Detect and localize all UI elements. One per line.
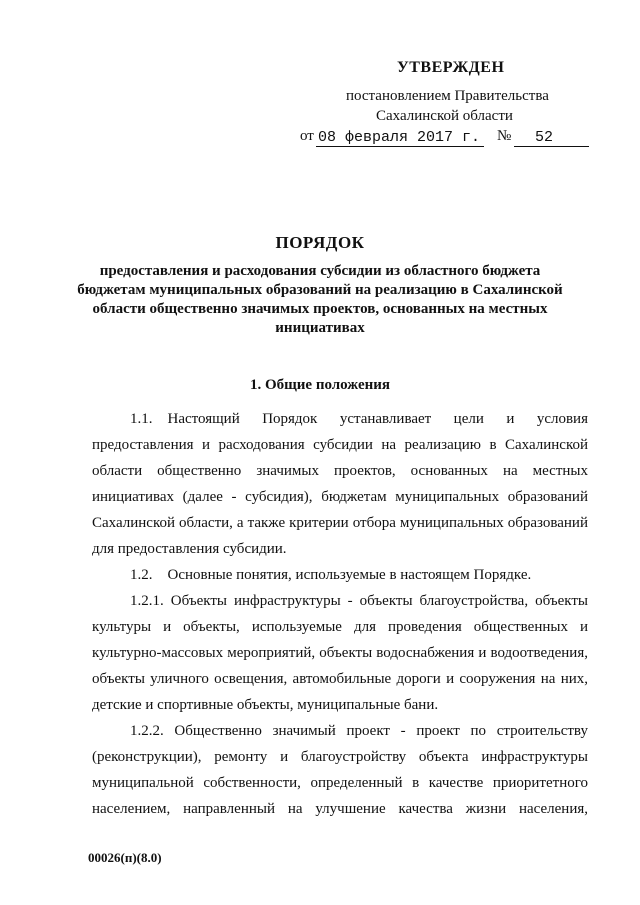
approval-title: УТВЕРЖДЕН [397, 59, 505, 76]
document-title: ПОРЯДОК [275, 233, 365, 252]
document-code: 00026(п)(8.0) [88, 850, 162, 865]
subtitle-line: инициативах [275, 320, 365, 336]
document-subtitle [0, 262, 640, 338]
paragraph-line: 1.1. Настоящий Порядок устанавливает цели и условия [130, 411, 588, 427]
approval-line-1: постановлением Правительства [346, 88, 549, 104]
paragraph-1-2-1 [92, 588, 588, 718]
paragraph-line: детские и спортивные объекты, муниципальные бани. [92, 697, 439, 713]
approval-date-underline [316, 146, 484, 147]
paragraph-line: 1.2. Основные понятия, используемые в настоящем Порядке. [130, 567, 532, 583]
paragraph-line: 1.2.2. Общественно значимый проект - проект по строительству [130, 723, 588, 739]
paragraph-line: культурно-массовых мероприятий, объекты водоснабжения и водоотведения, [92, 645, 588, 661]
paragraph-line: Сахалинской области, а также критерии отбора муниципальных образований [92, 515, 588, 531]
paragraph-line: предоставления и расходования субсидии на реализацию в Сахалинской [92, 437, 588, 453]
paragraph-1-2-2 [92, 718, 588, 822]
approval-date-value: 08 февраля 2017 г. [318, 129, 481, 146]
subtitle-line: бюджетам муниципальных образований на реализацию в Сахалинской [77, 282, 563, 298]
approval-number-value: 52 [535, 129, 554, 146]
paragraph-1-1 [92, 406, 588, 562]
paragraph-line: культуры и объекты, используемые для проведения общественных и [92, 619, 588, 635]
subtitle-line: предоставления и расходования субсидии из областного бюджета [99, 263, 541, 279]
approval-line-2: Сахалинской области [376, 108, 513, 124]
subtitle-line: области общественно значимых проектов, основанных на местных [92, 301, 548, 317]
paragraph-line: 1.2.1. Объекты инфраструктуры - объекты благоустройства, объекты [130, 593, 588, 609]
paragraph-line: области общественно значимых проектов, основанных на местных [92, 463, 588, 479]
approval-date-prefix: от [300, 128, 314, 144]
section-heading: 1. Общие положения [249, 377, 391, 393]
paragraph-line: для предоставления субсидии. [92, 541, 287, 557]
paragraph-1-2 [92, 562, 588, 588]
paragraph-line: объекты уличного освещения, автомобильные дороги и сооружения на них, [92, 671, 588, 687]
approval-number-label: № [497, 128, 512, 144]
paragraph-line: инициативах (далее - субсидия), бюджетам муниципальных образований [92, 489, 588, 505]
paragraph-line: населением, направленный на улучшение качества жизни населения, [92, 801, 588, 817]
paragraph-line: (реконструкции), ремонту и благоустройству объекта инфраструктуры [92, 749, 588, 765]
approval-number-underline [514, 146, 589, 147]
paragraph-line: муниципальной собственности, определенный в качестве приоритетного [92, 775, 588, 791]
